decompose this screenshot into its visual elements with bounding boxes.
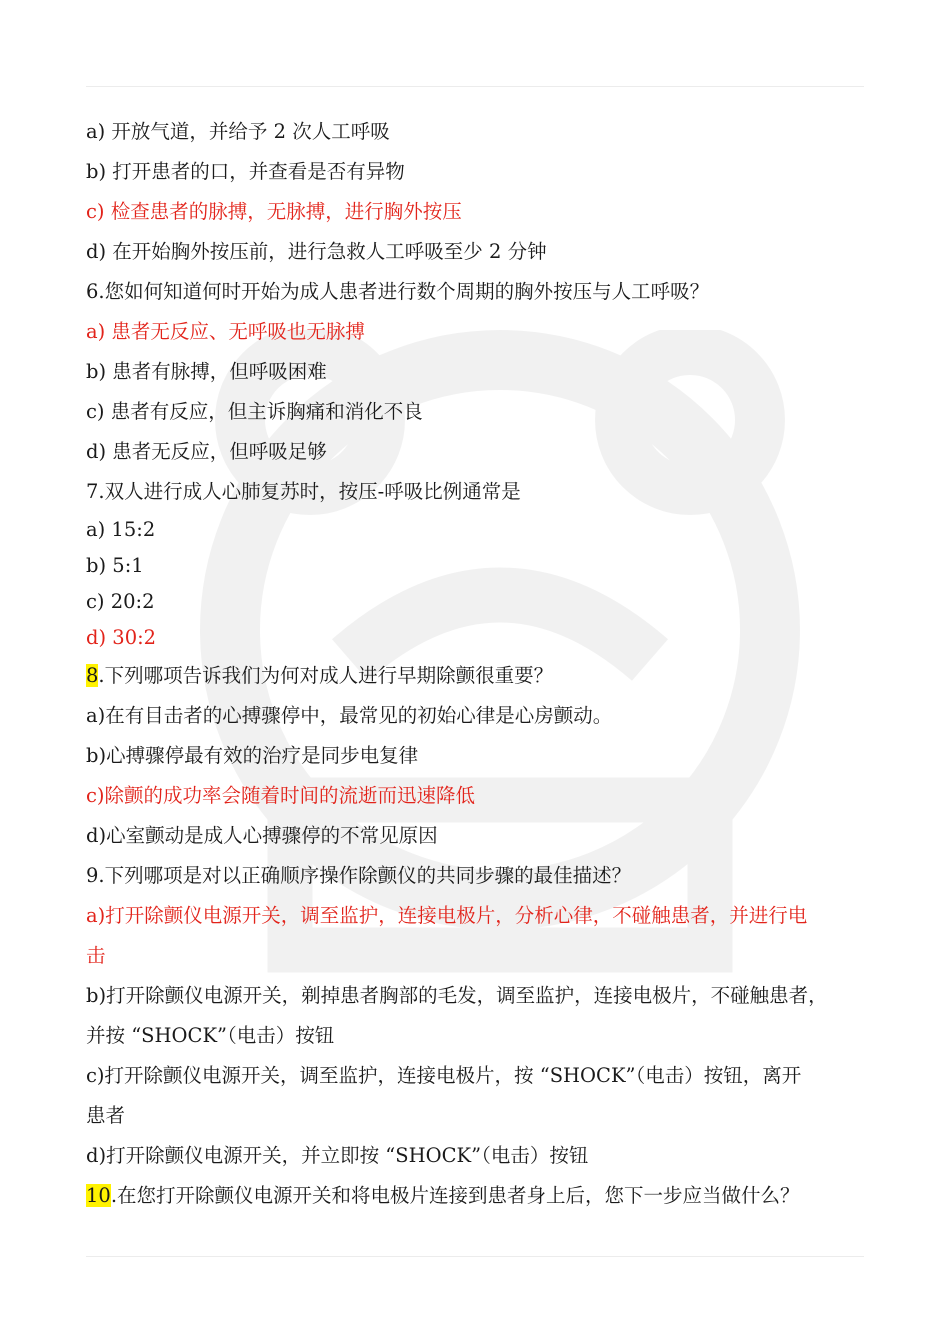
q9-option-c-line1: c)打开除颤仪电源开关，调至监护，连接电极片，按 “SHOCK”（电击）按钮，离开: [86, 1064, 802, 1087]
q5-option-d: d) 在开始胸外按压前，进行急救人工呼吸至少 2 分钟: [86, 240, 547, 263]
q10-number-highlight: 10: [86, 1184, 111, 1207]
q6-option-b: b) 患者有脉搏，但呼吸困难: [86, 360, 327, 383]
q8-question: [86, 656, 876, 696]
q9-option-a-answer-line2: 击: [86, 944, 106, 967]
q8-option-d: d)心室颤动是成人心搏骤停的不常见原因: [86, 824, 438, 847]
q5-option-c-answer: c) 检查患者的脉搏，无脉搏，进行胸外按压: [86, 200, 462, 223]
q10-question: [86, 1176, 876, 1216]
q10-question-text: .在您打开除颤仪电源开关和将电极片连接到患者身上后，您下一步应当做什么？: [110, 1184, 800, 1207]
q7-option-c: c) 20:2: [86, 590, 155, 613]
footer-rule: [86, 1256, 864, 1257]
q8-option-a: a)在有目击者的心搏骤停中，最常见的初始心律是心房颤动。: [86, 704, 613, 727]
q6-option-a-answer: a) 患者无反应、无呼吸也无脉搏: [86, 320, 365, 343]
q5-option-b: b) 打开患者的口，并查看是否有异物: [86, 160, 405, 183]
q5-option-a: a) 开放气道，并给予 2 次人工呼吸: [86, 120, 390, 143]
q8-question-text: .下列哪项告诉我们为何对成人进行早期除颤很重要？: [98, 664, 554, 687]
q9-option-a-answer-line1: a)打开除颤仪电源开关，调至监护，连接电极片，分析心律，不碰触患者，并进行电: [86, 904, 808, 927]
header-rule: [86, 86, 864, 87]
q6-question: 6.您如何知道何时开始为成人患者进行数个周期的胸外按压与人工呼吸？: [86, 280, 710, 303]
q9-question: 9.下列哪项是对以正确顺序操作除颤仪的共同步骤的最佳描述？: [86, 864, 632, 887]
q6-option-c: c) 患者有反应，但主诉胸痛和消化不良: [86, 400, 423, 423]
q8-option-b: b)心搏骤停最有效的治疗是同步电复律: [86, 744, 419, 767]
q8-number-highlight: 8: [86, 664, 99, 687]
q7-option-b: b) 5:1: [86, 554, 144, 577]
q9-option-c-line2: 患者: [86, 1104, 126, 1127]
document-body: [86, 112, 876, 1216]
q6-option-d: d) 患者无反应，但呼吸足够: [86, 440, 327, 463]
q9-option-b-line1: b)打开除颤仪电源开关，剃掉患者胸部的毛发，调至监护，连接电极片，不碰触患者，: [86, 984, 828, 1007]
q7-question: 7.双人进行成人心肺复苏时，按压-呼吸比例通常是: [86, 480, 521, 503]
q9-option-d: d)打开除颤仪电源开关，并立即按 “SHOCK”（电击）按钮: [86, 1144, 589, 1167]
q9-option-b-line2: 并按 “SHOCK”（电击）按钮: [86, 1024, 335, 1047]
q7-option-a: a) 15:2: [86, 518, 156, 541]
q8-option-c-answer: c)除颤的成功率会随着时间的流逝而迅速降低: [86, 784, 476, 807]
q7-option-d-answer: d) 30:2: [86, 626, 157, 649]
